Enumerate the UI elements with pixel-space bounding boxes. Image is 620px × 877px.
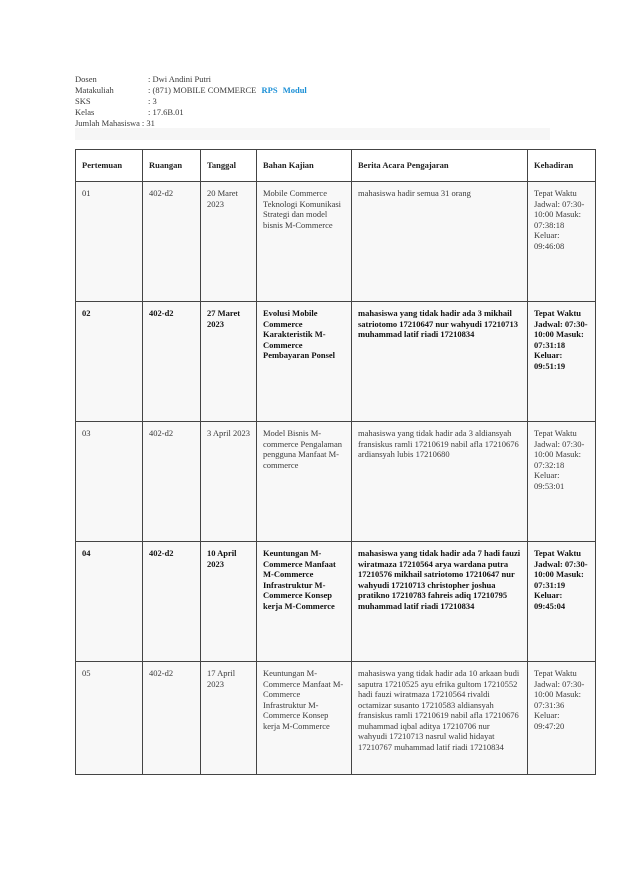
tanggal-text: 10 April 2023 (207, 548, 237, 569)
matakuliah-value-group (148, 85, 307, 96)
ruangan-text: 402-d2 (149, 668, 174, 678)
berita-acara-text: mahasiswa hadir semua 31 orang (358, 188, 471, 198)
sks-label: SKS (75, 96, 91, 106)
table-row (76, 542, 596, 662)
cell-ruangan (143, 182, 201, 302)
cell-pertemuan (76, 422, 143, 542)
jumlah-mahasiswa-label: Jumlah Mahasiswa (75, 118, 140, 128)
pertemuan-text: 01 (82, 188, 91, 198)
cell-pertemuan (76, 542, 143, 662)
cell-kehadiran (528, 422, 596, 542)
cell-kehadiran (528, 662, 596, 775)
cell-tanggal (201, 302, 257, 422)
cell-ruangan (143, 542, 201, 662)
cell-ruangan (143, 422, 201, 542)
column-header-ruangan: Ruangan (143, 150, 201, 182)
cell-berita-acara (352, 542, 528, 662)
pertemuan-text: 03 (82, 428, 91, 438)
cell-bahan-kajian (257, 302, 352, 422)
tanggal-text: 20 Maret 2023 (207, 188, 238, 209)
matakuliah-value: : (871) MOBILE COMMERCE (148, 85, 257, 95)
ruangan-text: 402-d2 (149, 188, 174, 198)
pertemuan-text: 05 (82, 668, 91, 678)
dosen-value: : Dwi Andini Putri (148, 74, 212, 84)
tanggal-text: 27 Maret 2023 (207, 308, 241, 329)
column-header-tanggal: Tanggal (201, 150, 257, 182)
cell-pertemuan (76, 662, 143, 775)
matakuliah-row (75, 85, 307, 96)
column-header-kehadiran: Kehadiran (528, 150, 596, 182)
ruangan-text: 402-d2 (149, 548, 174, 558)
pertemuan-text: 02 (82, 308, 91, 318)
cell-kehadiran (528, 182, 596, 302)
cell-tanggal (201, 542, 257, 662)
attendance-table (75, 149, 596, 775)
sks-value: : 3 (148, 96, 157, 106)
matakuliah-label: Matakuliah (75, 85, 114, 95)
kehadiran-text: Tepat Waktu Jadwal: 07:30-10:00 Masuk: 07:38:18 Keluar: 09:46:08 (534, 188, 585, 251)
sks-row (75, 96, 307, 107)
ruangan-text: 402-d2 (149, 428, 174, 438)
cell-ruangan (143, 302, 201, 422)
column-header-berita-acara: Berita Acara Pengajaran (352, 150, 528, 182)
tanggal-text: 17 April 2023 (207, 668, 236, 689)
berita-acara-text: mahasiswa yang tidak hadir ada 10 arkaan budi saputra 17210525 ayu efrika gultom 17210552 hadi fauzi wiratmaza 17210564 rivaldi octamizar susanto 17210583 aldiansyah fransiskus ramli 17210619 nabil afla 17210676 muhammad iqbal aditya 17210706 nur wahyudi 17210713 nasrul walid hidayat 17210767 muhammad latif riadi 17210834 (358, 668, 520, 752)
bahan-kajian-text: Model Bisnis M-commerce Pengalaman pengguna Manfaat M-commerce (263, 428, 343, 470)
table-row (76, 302, 596, 422)
cell-berita-acara (352, 302, 528, 422)
table-row (76, 422, 596, 542)
kehadiran-text: Tepat Waktu Jadwal: 07:30-10:00 Masuk: 07:31:36 Keluar: 09:47:20 (534, 668, 585, 731)
cell-tanggal (201, 662, 257, 775)
dosen-row (75, 74, 307, 85)
table-row (76, 662, 596, 775)
kehadiran-text: Tepat Waktu Jadwal: 07:30-10:00 Masuk: 07:31:19 Keluar: 09:45:04 (534, 548, 588, 611)
cell-berita-acara (352, 422, 528, 542)
cell-berita-acara (352, 182, 528, 302)
cell-tanggal (201, 422, 257, 542)
kelas-label: Kelas (75, 107, 95, 117)
cell-pertemuan (76, 182, 143, 302)
cell-bahan-kajian (257, 662, 352, 775)
rps-link[interactable]: RPS (261, 85, 278, 95)
column-header-bahan-kajian: Bahan Kajian (257, 150, 352, 182)
cell-bahan-kajian (257, 542, 352, 662)
kelas-value: : 17.6B.01 (148, 107, 184, 117)
modul-link[interactable]: Modul (282, 85, 307, 95)
cell-tanggal (201, 182, 257, 302)
bahan-kajian-text: Keuntungan M-Commerce Manfaat M-Commerce Infrastruktur M-Commerce Konsep kerja M-Commerce (263, 668, 344, 731)
tanggal-text: 3 April 2023 (207, 428, 250, 438)
cell-bahan-kajian (257, 422, 352, 542)
bahan-kajian-text: Evolusi Mobile Commerce Karakteristik M-Commerce Pembayaran Ponsel (263, 308, 336, 360)
kehadiran-text: Tepat Waktu Jadwal: 07:30-10:00 Masuk: 07:31:18 Keluar: 09:51:19 (534, 308, 588, 371)
cell-kehadiran (528, 542, 596, 662)
cell-berita-acara (352, 662, 528, 775)
table-row (76, 182, 596, 302)
cell-bahan-kajian (257, 182, 352, 302)
bahan-kajian-text: Keuntungan M-Commerce Manfaat M-Commerce Infrastruktur M-Commerce Konsep kerja M-Commerce (263, 548, 336, 611)
bahan-kajian-text: Mobile Commerce Teknologi Komunikasi Strategi dan model bisnis M-Commerce (263, 188, 342, 230)
header-divider-band (75, 128, 550, 140)
jumlah-mahasiswa-value: : 31 (141, 118, 155, 128)
table-header-row (76, 150, 596, 182)
course-header (75, 74, 307, 129)
berita-acara-text: mahasiswa yang tidak hadir ada 3 aldiansyah fransiskus ramli 17210619 nabil afla 17210676 ardiansyah lubis 17210680 (358, 428, 519, 459)
kehadiran-text: Tepat Waktu Jadwal: 07:30-10:00 Masuk: 07:32:18 Keluar: 09:53:01 (534, 428, 585, 491)
kelas-row (75, 107, 307, 118)
cell-ruangan (143, 662, 201, 775)
berita-acara-text: mahasiswa yang tidak hadir ada 7 hadi fauzi wiratmaza 17210564 arya wardana putra 17210576 mikhail satriotomo 17210647 nur wahyudi 17210713 christopher joshua pratikno 17210783 fahreis adiq 17210795 muhammad latif riadi 17210834 (358, 548, 521, 611)
cell-pertemuan (76, 302, 143, 422)
dosen-label: Dosen (75, 74, 97, 84)
pertemuan-text: 04 (82, 548, 91, 558)
ruangan-text: 402-d2 (149, 308, 174, 318)
cell-kehadiran (528, 302, 596, 422)
column-header-pertemuan: Pertemuan (76, 150, 143, 182)
berita-acara-text: mahasiswa yang tidak hadir ada 3 mikhail satriotomo 17210647 nur wahyudi 17210713 muhammad latif riadi 17210834 (358, 308, 518, 339)
